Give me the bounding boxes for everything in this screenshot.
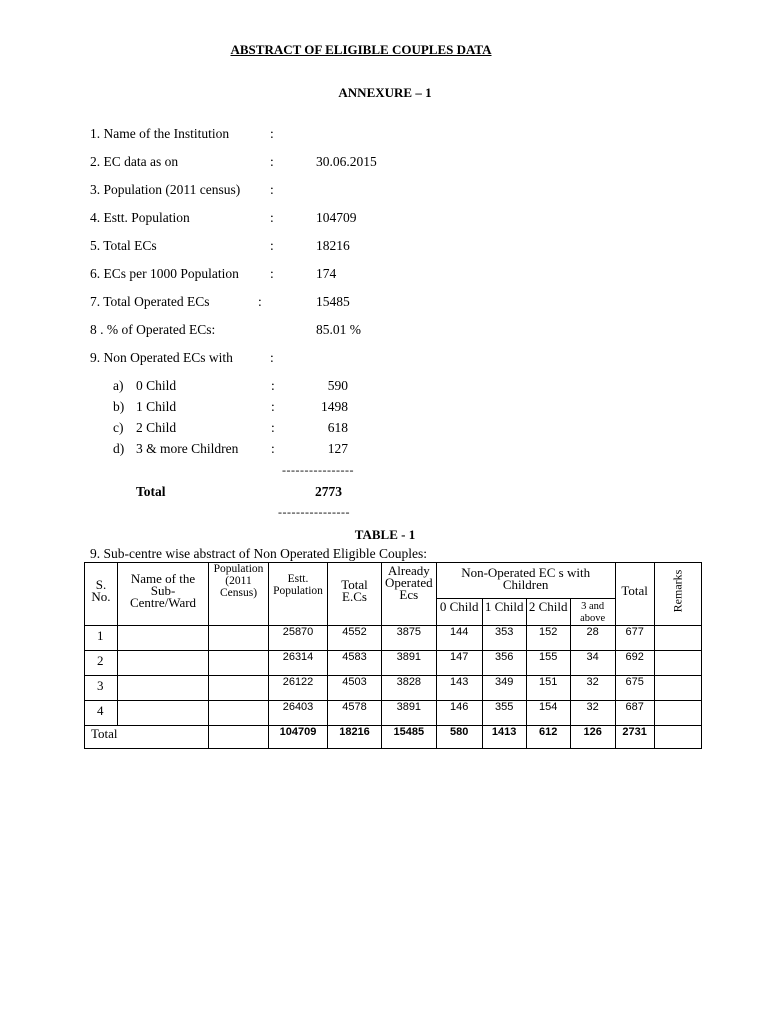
- field-colon: :: [258, 294, 262, 309]
- field-label: 6. ECs per 1000 Population: [90, 266, 239, 281]
- col-header-3-above: 3 and above: [570, 599, 615, 626]
- cell-est: 104709: [269, 726, 328, 749]
- cell-total-ecs: 18216: [328, 726, 382, 749]
- col-header-total-ecs: Total E.Cs: [328, 563, 382, 626]
- cell-c0: 144: [436, 626, 482, 651]
- col-header-remarks: [654, 563, 701, 626]
- cell-c1: 356: [482, 651, 526, 676]
- cell-c1: 353: [482, 626, 526, 651]
- cell-sno: 3: [85, 676, 118, 701]
- cell-total: 692: [615, 651, 654, 676]
- field-value: 18216: [316, 238, 350, 253]
- cell-c3: 126: [570, 726, 615, 749]
- cell-operated: 3891: [382, 701, 437, 726]
- cell-est: 26314: [269, 651, 328, 676]
- table-row: [85, 651, 702, 676]
- cell-c2: 612: [526, 726, 570, 749]
- item-value: 127: [327, 441, 348, 456]
- item-colon: :: [271, 399, 275, 414]
- field-label: 8 . % of Operated ECs:: [90, 322, 216, 337]
- cell-total-ecs: 4503: [328, 676, 382, 701]
- cell-est: 26403: [269, 701, 328, 726]
- separator-line: ----------------: [278, 505, 350, 519]
- cell-c3: 32: [570, 676, 615, 701]
- item-label: 1 Child: [136, 399, 177, 414]
- item-label: 0 Child: [136, 378, 177, 393]
- item-colon: :: [271, 378, 275, 393]
- cell-est: 26122: [269, 676, 328, 701]
- cell-c0: 580: [436, 726, 482, 749]
- cell-remarks: [654, 726, 701, 749]
- field-label: 4. Estt. Population: [90, 210, 190, 225]
- col-header-non-operated: Non-Operated EC s with Children: [436, 563, 615, 599]
- table-total-row: [85, 726, 702, 749]
- item-letter: a): [113, 378, 124, 393]
- remarks-label: Remarks: [670, 569, 685, 613]
- col-header-name: Name of the Sub-Centre/Ward: [118, 563, 209, 626]
- cell-sno: 1: [85, 626, 118, 651]
- col-header-1-child: 1 Child: [482, 599, 526, 626]
- cell-remarks: [654, 626, 701, 651]
- cell-name: [118, 651, 209, 676]
- cell-c2: 155: [526, 651, 570, 676]
- cell-c3: 28: [570, 626, 615, 651]
- cell-c1: 349: [482, 676, 526, 701]
- cell-total-ecs: 4583: [328, 651, 382, 676]
- cell-c2: 151: [526, 676, 570, 701]
- field-colon: :: [270, 238, 274, 253]
- field-colon: :: [270, 154, 274, 169]
- item-label: 2 Child: [136, 420, 177, 435]
- cell-c0: 146: [436, 701, 482, 726]
- cell-c0: 143: [436, 676, 482, 701]
- cell-population: [209, 726, 269, 749]
- table-row: [85, 676, 702, 701]
- field-colon: :: [270, 266, 274, 281]
- cell-c3: 32: [570, 701, 615, 726]
- col-header-population: Population (2011 Census): [209, 563, 269, 626]
- document-title: ABSTRACT OF ELIGIBLE COUPLES DATA: [230, 42, 492, 57]
- cell-population: [209, 676, 269, 701]
- cell-operated: 3828: [382, 676, 437, 701]
- sub-centre-table: [84, 562, 702, 749]
- cell-sno: 4: [85, 701, 118, 726]
- col-header-already-operated: Already Operated Ecs: [382, 563, 437, 626]
- total-value: 2773: [315, 484, 342, 499]
- table-title: TABLE - 1: [354, 527, 416, 542]
- cell-c1: 355: [482, 701, 526, 726]
- cell-c1: 1413: [482, 726, 526, 749]
- cell-total: 2731: [615, 726, 654, 749]
- item-value: 590: [327, 378, 348, 393]
- cell-c2: 152: [526, 626, 570, 651]
- field-label: 5. Total ECs: [90, 238, 157, 253]
- item-colon: :: [271, 441, 275, 456]
- cell-remarks: [654, 701, 701, 726]
- cell-operated: 15485: [382, 726, 437, 749]
- field-value: 174: [316, 266, 337, 281]
- item-label: 3 & more Children: [136, 441, 239, 456]
- item-letter: d): [113, 441, 125, 456]
- cell-total-ecs: 4578: [328, 701, 382, 726]
- col-header-2-child: 2 Child: [526, 599, 570, 626]
- item-value: 1498: [321, 399, 348, 414]
- cell-name: [118, 701, 209, 726]
- cell-total: 677: [615, 626, 654, 651]
- total-label: Total: [136, 484, 166, 499]
- item-value: 618: [327, 420, 348, 435]
- cell-population: [209, 701, 269, 726]
- field-colon: :: [270, 210, 274, 225]
- cell-total: 687: [615, 701, 654, 726]
- field-value: 15485: [316, 294, 350, 309]
- col-header-0-child: 0 Child: [436, 599, 482, 626]
- annexure-heading: ANNEXURE – 1: [338, 85, 432, 100]
- field-label: 2. EC data as on: [90, 154, 179, 169]
- item-letter: c): [113, 420, 124, 435]
- field-label: 7. Total Operated ECs: [90, 294, 210, 309]
- table-row: [85, 626, 702, 651]
- cell-c3: 34: [570, 651, 615, 676]
- cell-operated: 3875: [382, 626, 437, 651]
- cell-total-label: Total: [85, 726, 209, 749]
- item-colon: :: [271, 420, 275, 435]
- item-letter: b): [113, 399, 125, 414]
- col-header-sno: S. No.: [85, 563, 118, 626]
- cell-sno: 2: [85, 651, 118, 676]
- table-row: [85, 701, 702, 726]
- field-label: 9. Non Operated ECs with: [90, 350, 233, 365]
- cell-remarks: [654, 651, 701, 676]
- field-value: 104709: [316, 210, 357, 225]
- col-header-est-population: Estt. Population: [269, 563, 328, 626]
- cell-population: [209, 651, 269, 676]
- cell-population: [209, 626, 269, 651]
- col-header-total: Total: [615, 563, 654, 626]
- cell-remarks: [654, 676, 701, 701]
- field-label: 3. Population (2011 census): [90, 182, 241, 197]
- cell-est: 25870: [269, 626, 328, 651]
- cell-total: 675: [615, 676, 654, 701]
- cell-name: [118, 676, 209, 701]
- field-colon: :: [270, 350, 274, 365]
- field-value: 30.06.2015: [316, 154, 377, 169]
- table-caption: 9. Sub-centre wise abstract of Non Operated Eligible Couples:: [90, 546, 428, 561]
- cell-operated: 3891: [382, 651, 437, 676]
- field-label: 1. Name of the Institution: [90, 126, 230, 141]
- cell-name: [118, 626, 209, 651]
- cell-c0: 147: [436, 651, 482, 676]
- field-colon: :: [270, 126, 274, 141]
- separator-line: ----------------: [282, 463, 354, 477]
- field-colon: :: [270, 182, 274, 197]
- field-value: 85.01 %: [316, 322, 361, 337]
- cell-c2: 154: [526, 701, 570, 726]
- cell-total-ecs: 4552: [328, 626, 382, 651]
